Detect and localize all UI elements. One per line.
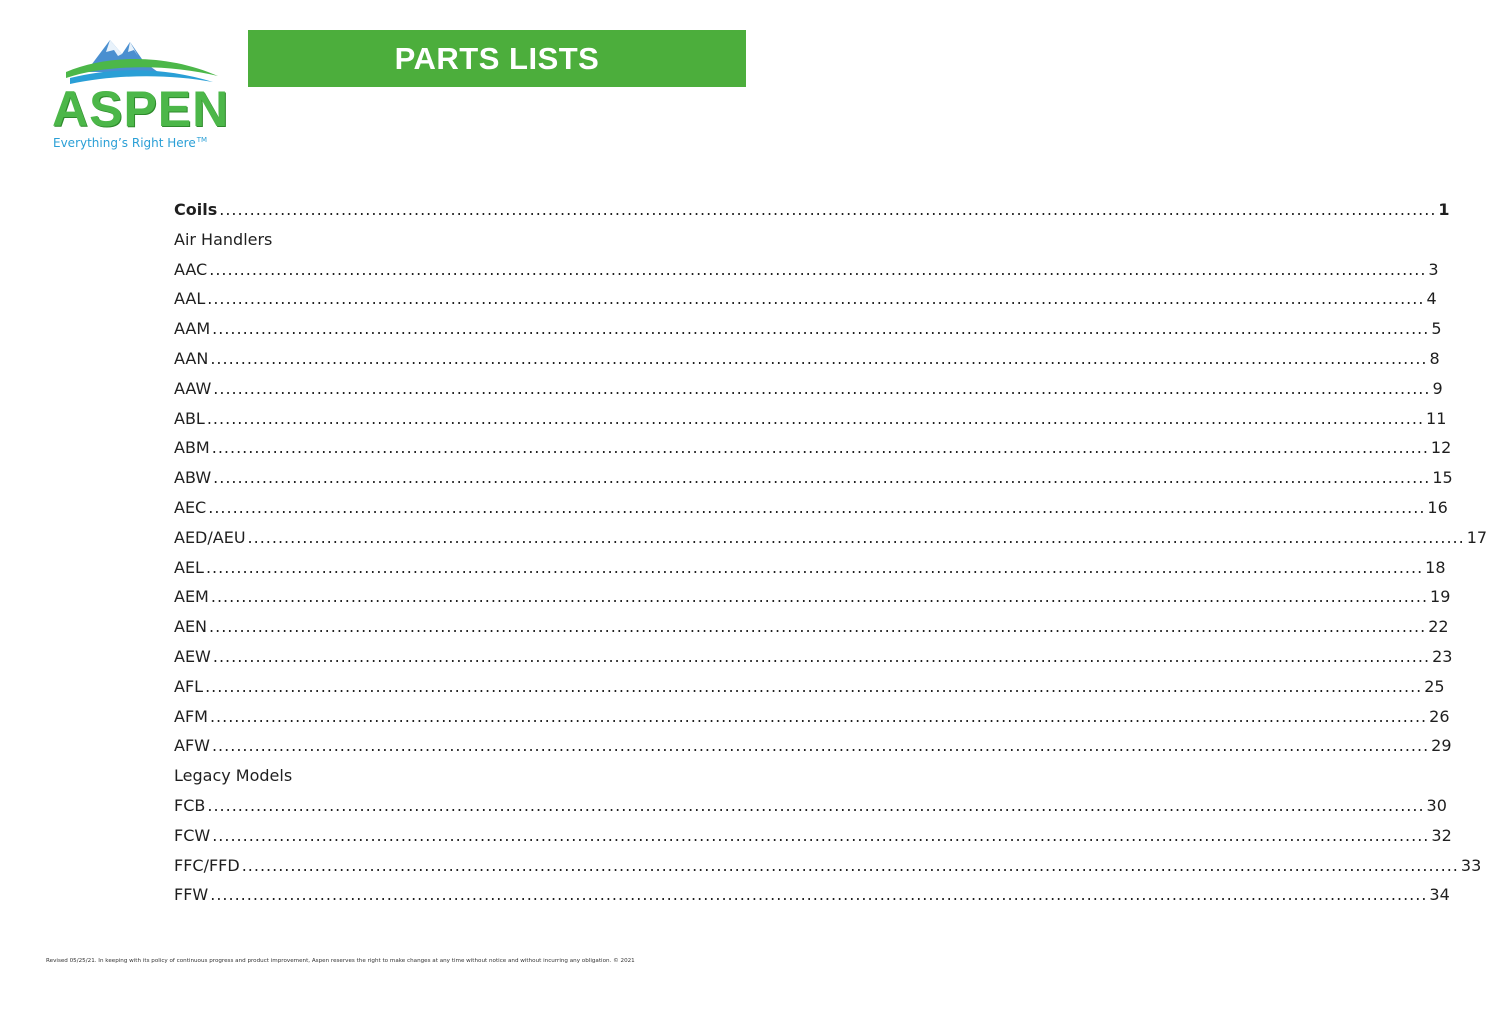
toc-page: 4 <box>1426 289 1437 309</box>
dot-leader: ........................................................................................................................................................................................................ <box>212 646 1431 666</box>
dot-leader: ........................................................................................................................................................................................................ <box>207 289 1425 309</box>
footer-notice: Revised 05/25/21. In keeping with its policy of continuous progress and product improvement, Aspen reserves the right to make changes at any time without notice and without incurring any obligation. © 2021 <box>46 958 635 964</box>
section-heading-air-handlers <box>174 225 576 255</box>
dot-leader: ........................................................................................................................................................................................................ <box>212 825 1430 845</box>
dot-leader: ........................................................................................................................................................................................................ <box>208 497 1426 517</box>
toc-page: 9 <box>1432 378 1443 398</box>
toc-row <box>174 314 1442 344</box>
toc-row <box>174 880 1450 910</box>
toc-label: AEW <box>174 646 211 666</box>
air-handlers-list <box>174 255 1487 762</box>
toc-page: 23 <box>1432 646 1453 666</box>
toc-page: 30 <box>1426 795 1447 815</box>
toc-label: AAN <box>174 348 209 368</box>
toc-label: FCW <box>174 825 211 845</box>
toc-label: AEM <box>174 587 209 607</box>
toc-page: 17 <box>1466 527 1487 547</box>
toc-label: ABL <box>174 408 205 428</box>
dot-leader: ........................................................................................................................................................................................................ <box>219 200 1437 219</box>
toc-page: 18 <box>1425 557 1446 577</box>
toc-label: AEC <box>174 497 207 517</box>
toc-label: AAM <box>174 319 211 339</box>
dot-leader: ........................................................................................................................................................................................................ <box>209 259 1427 279</box>
toc-page: 1 <box>1438 200 1450 219</box>
toc-page: 3 <box>1428 259 1439 279</box>
dot-leader: ........................................................................................................................................................................................................ <box>211 736 1430 756</box>
toc-page: 8 <box>1429 348 1440 368</box>
toc-label: AAW <box>174 378 212 398</box>
trademark-mark: TM <box>196 136 208 144</box>
toc-label: AFW <box>174 736 210 756</box>
toc-page: 12 <box>1430 438 1452 458</box>
toc-label: AAL <box>174 289 206 309</box>
toc-row <box>174 374 1443 404</box>
section-heading: Air Handlers <box>174 229 273 249</box>
toc-label: AEL <box>174 557 204 577</box>
toc-row <box>174 284 1437 314</box>
dot-leader: ........................................................................................................................................................................................................ <box>213 378 1431 398</box>
title-banner <box>248 30 746 87</box>
toc-row <box>174 821 1452 851</box>
dot-leader: ........................................................................................................................................................................................................ <box>210 587 1429 607</box>
toc-row <box>174 702 1450 732</box>
table-of-contents <box>174 195 1487 910</box>
toc-page: 32 <box>1431 825 1452 845</box>
toc-label: AFM <box>174 706 208 726</box>
toc-row <box>174 642 1453 672</box>
toc-row <box>174 404 1447 434</box>
toc-label: AFL <box>174 676 204 696</box>
dot-leader: ........................................................................................................................................................................................................ <box>210 885 1428 905</box>
legacy-models-list <box>174 791 1482 910</box>
toc-row <box>174 553 1446 583</box>
toc-row <box>174 433 1452 463</box>
toc-label: Coils <box>174 200 218 219</box>
dot-leader: ........................................................................................................................................................................................................ <box>210 348 1428 368</box>
page-title: PARTS LISTS <box>394 40 600 76</box>
toc-label: FFW <box>174 885 209 905</box>
toc-row <box>174 255 1439 285</box>
toc-page: 15 <box>1432 468 1453 488</box>
toc-page: 22 <box>1428 617 1449 637</box>
dot-leader: ........................................................................................................................................................................................................ <box>211 438 1429 458</box>
dot-leader: ........................................................................................................................................................................................................ <box>205 557 1424 577</box>
toc-label: FCB <box>174 795 206 815</box>
toc-row <box>174 612 1449 642</box>
brand-tagline <box>53 136 207 150</box>
dot-leader: ........................................................................................................................................................................................................ <box>209 706 1428 726</box>
toc-row <box>174 672 1445 702</box>
dot-leader: ........................................................................................................................................................................................................ <box>205 676 1423 696</box>
toc-page: 16 <box>1427 497 1448 517</box>
dot-leader: ........................................................................................................................................................................................................ <box>213 468 1431 488</box>
section-heading-legacy <box>174 761 576 791</box>
toc-page: 29 <box>1431 736 1452 756</box>
tagline-text: Everything’s Right Here <box>53 136 196 150</box>
toc-row <box>174 791 1447 821</box>
toc-page: 5 <box>1431 319 1442 339</box>
dot-leader: ........................................................................................................................................................................................................ <box>247 527 1465 547</box>
dot-leader: ........................................................................................................................................................................................................ <box>209 617 1427 637</box>
toc-page: 11 <box>1426 408 1447 428</box>
toc-row <box>174 731 1452 761</box>
toc-page: 34 <box>1429 885 1450 905</box>
toc-label: ABW <box>174 468 212 488</box>
toc-row <box>174 523 1487 553</box>
toc-page: 25 <box>1424 676 1445 696</box>
toc-row <box>174 582 1451 612</box>
dot-leader: ........................................................................................................................................................................................................ <box>206 408 1425 428</box>
toc-page: 33 <box>1460 855 1482 875</box>
dot-leader: ........................................................................................................................................................................................................ <box>241 855 1459 875</box>
toc-page: 26 <box>1429 706 1450 726</box>
dot-leader: ........................................................................................................................................................................................................ <box>207 795 1425 815</box>
toc-label: FFC/FFD <box>174 855 240 875</box>
section-heading: Legacy Models <box>174 766 293 786</box>
toc-label: AAC <box>174 259 208 279</box>
toc-row <box>174 493 1448 523</box>
toc-label: ABM <box>174 438 210 458</box>
aspen-logo <box>48 32 248 162</box>
brand-name: ASPEN <box>52 81 230 137</box>
dot-leader: ........................................................................................................................................................................................................ <box>212 319 1430 339</box>
toc-page: 19 <box>1430 587 1451 607</box>
toc-row <box>174 851 1482 881</box>
toc-row-coils <box>174 195 1450 225</box>
toc-label: AEN <box>174 617 208 637</box>
toc-row <box>174 463 1453 493</box>
toc-row <box>174 344 1440 374</box>
toc-label: AED/AEU <box>174 527 246 547</box>
